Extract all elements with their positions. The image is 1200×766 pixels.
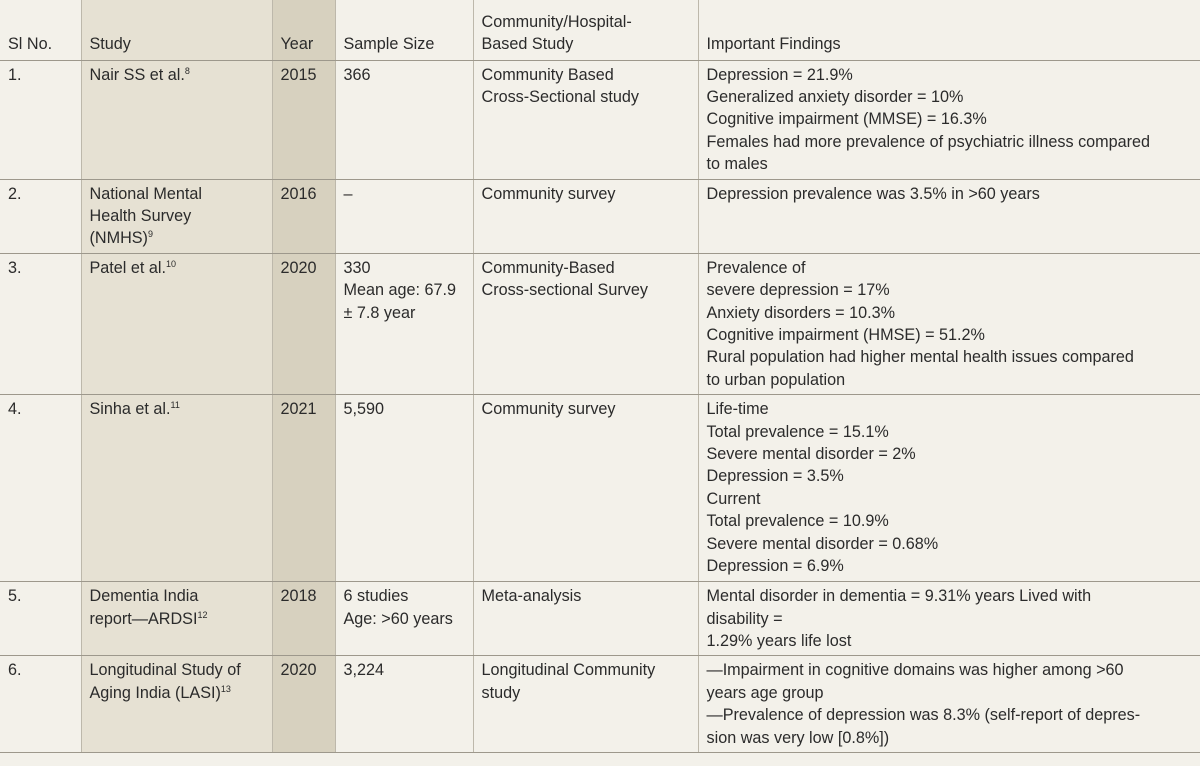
reference-number: 10 <box>166 258 177 269</box>
study-name: Nair SS et al. <box>89 65 185 84</box>
header-year: Year <box>272 0 335 60</box>
reference-number: 13 <box>220 683 231 694</box>
cell-sl-no: 2. <box>0 179 81 253</box>
table-row <box>0 60 1200 179</box>
cell-year: 2021 <box>272 395 335 582</box>
header-sample-size: Sample Size <box>335 0 473 60</box>
cell-study-type: Longitudinal Community study <box>473 656 698 753</box>
cell-sl-no: 5. <box>0 582 81 656</box>
cell-study-type: Community survey <box>473 395 698 582</box>
reference-number: 12 <box>197 609 208 620</box>
cell-study-type: Community Based Cross-Sectional study <box>473 60 698 179</box>
study-name: National Mental Health Survey (NMHS) <box>89 184 202 248</box>
cell-sl-no: 1. <box>0 60 81 179</box>
header-sl-no: Sl No. <box>0 0 81 60</box>
cell-study <box>81 179 272 253</box>
cell-findings: Mental disorder in dementia = 9.31% years Lived with disability = 1.29% years life lost <box>698 582 1200 656</box>
cell-year: 2020 <box>272 656 335 753</box>
cell-sl-no: 6. <box>0 656 81 753</box>
cell-findings: —Impairment in cognitive domains was higher among >60 years age group —Prevalence of depression was 8.3% (self-report of depres- sion was very low [0.8%]) <box>698 656 1200 753</box>
cell-sample-size: 3,224 <box>335 656 473 753</box>
header-study-type: Community/Hospital- Based Study <box>473 0 698 60</box>
cell-study-type: Meta-analysis <box>473 582 698 656</box>
cell-year: 2015 <box>272 60 335 179</box>
cell-findings: Depression = 21.9% Generalized anxiety disorder = 10% Cognitive impairment (MMSE) = 16.3% Females had more prevalence of psychiatric illness compared to males <box>698 60 1200 179</box>
cell-sl-no: 4. <box>0 395 81 582</box>
study-name: Longitudinal Study of Aging India (LASI) <box>89 661 241 702</box>
study-name: Sinha et al. <box>89 400 171 419</box>
cell-findings: Life-time Total prevalence = 15.1% Severe mental disorder = 2% Depression = 3.5% Current Total prevalence = 10.9% Severe mental disorder = 0.68% Depression = 6.9% <box>698 395 1200 582</box>
table-row <box>0 582 1200 656</box>
cell-study <box>81 60 272 179</box>
reference-number: 8 <box>184 65 190 76</box>
cell-study <box>81 656 272 753</box>
cell-study-type: Community survey <box>473 179 698 253</box>
cell-study <box>81 253 272 394</box>
study-name: Patel et al. <box>89 258 166 277</box>
cell-sl-no: 3. <box>0 253 81 394</box>
cell-year: 2016 <box>272 179 335 253</box>
table-header <box>0 0 1200 60</box>
table-row <box>0 253 1200 394</box>
header-findings: Important Findings <box>698 0 1200 60</box>
cell-study <box>81 582 272 656</box>
reference-number: 9 <box>147 229 153 240</box>
cell-sample-size: 366 <box>335 60 473 179</box>
cell-study-type: Community-Based Cross-sectional Survey <box>473 253 698 394</box>
table-row <box>0 656 1200 753</box>
cell-sample-size: 330 Mean age: 67.9 ± 7.8 year <box>335 253 473 394</box>
cell-year: 2018 <box>272 582 335 656</box>
table-row <box>0 395 1200 582</box>
cell-findings: Depression prevalence was 3.5% in >60 years <box>698 179 1200 253</box>
cell-study <box>81 395 272 582</box>
cell-sample-size: 6 studies Age: >60 years <box>335 582 473 656</box>
cell-sample-size: 5,590 <box>335 395 473 582</box>
header-study: Study <box>81 0 272 60</box>
cell-findings: Prevalence of severe depression = 17% Anxiety disorders = 10.3% Cognitive impairment (HMSE) = 51.2% Rural population had higher mental health issues compared to urban population <box>698 253 1200 394</box>
cell-sample-size: – <box>335 179 473 253</box>
reference-number: 11 <box>170 400 180 411</box>
table-row <box>0 179 1200 253</box>
study-name: Dementia India report—ARDSI <box>89 587 199 628</box>
cell-year: 2020 <box>272 253 335 394</box>
